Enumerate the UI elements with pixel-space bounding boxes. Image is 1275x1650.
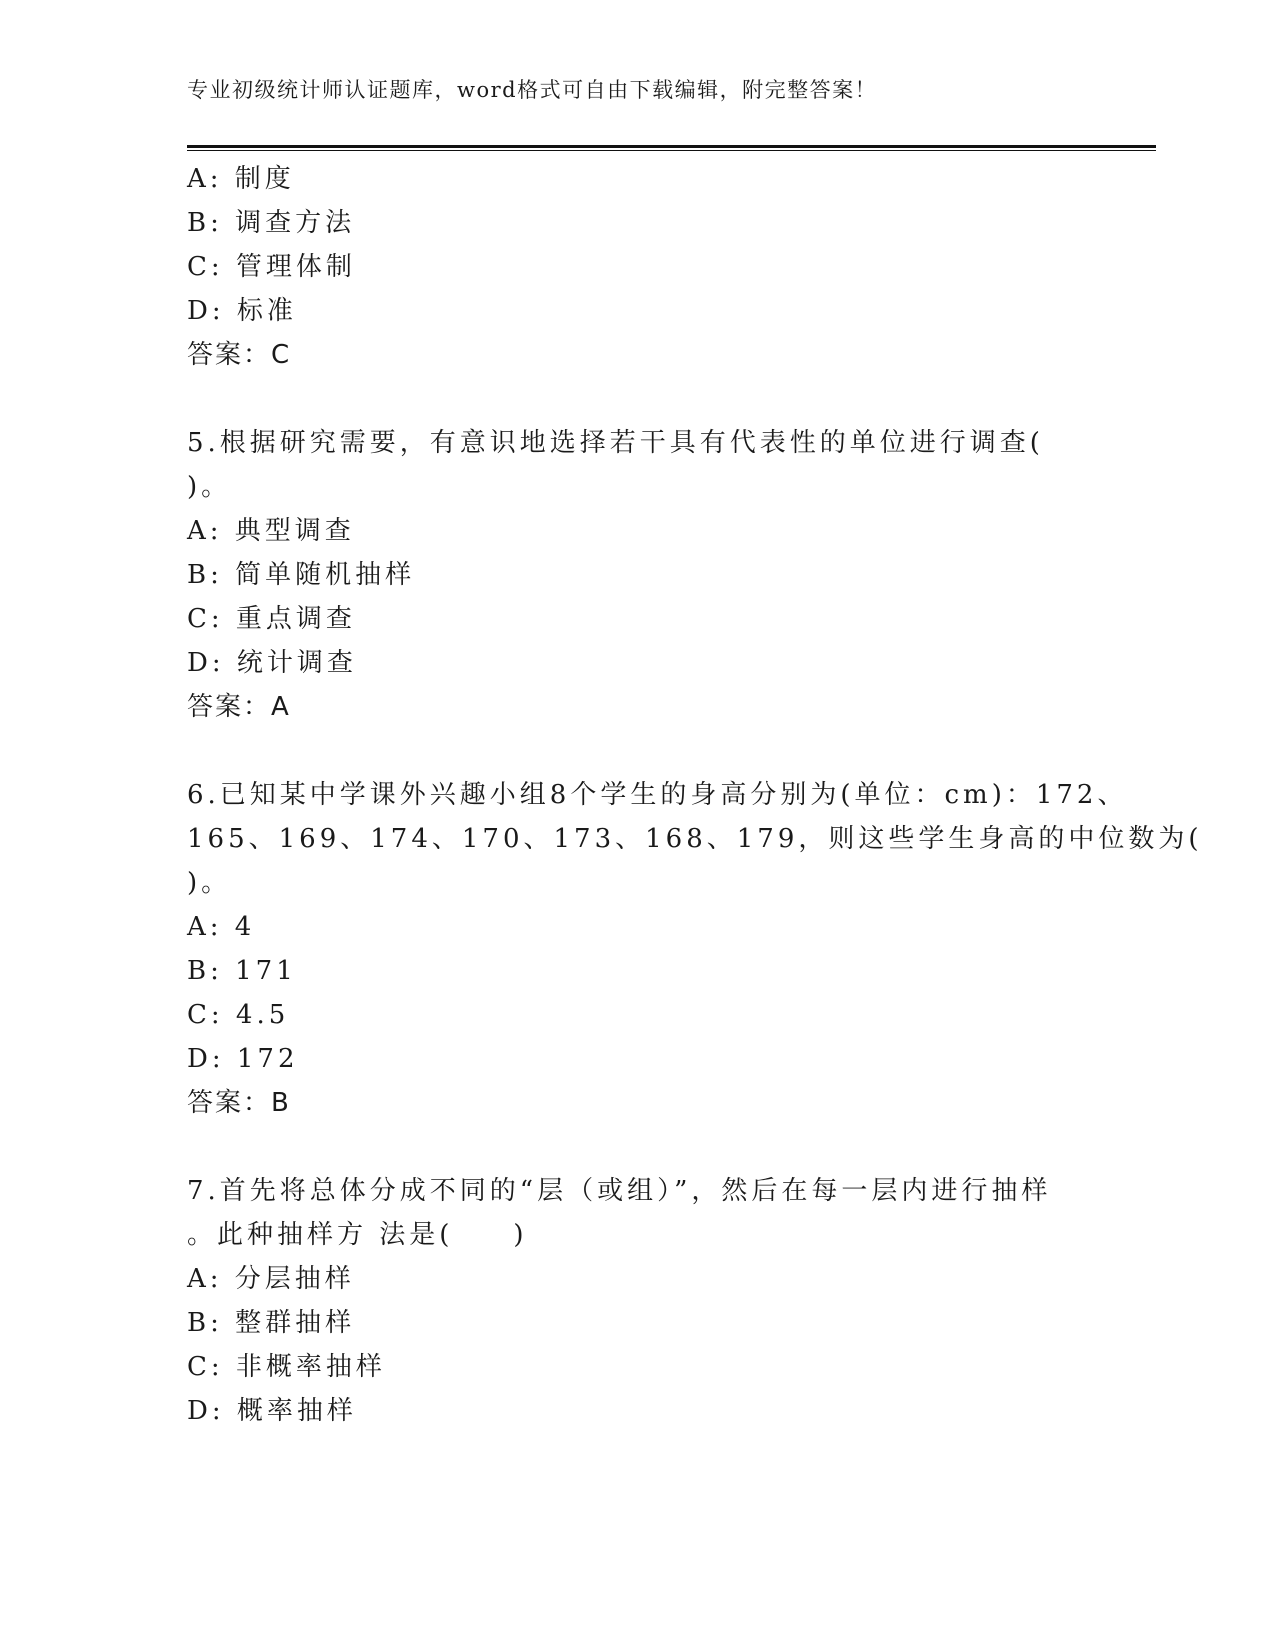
q7-option-c: C: 非概率抽样 bbox=[187, 1352, 386, 1382]
q4-option-c: C: 管理体制 bbox=[187, 252, 356, 282]
q6-question-line2: 165、169、174、170、173、168、179，则这些学生身高的中位数为( bbox=[187, 824, 1203, 854]
q6-answer: 答案：B bbox=[187, 1088, 291, 1118]
q5-question-line1: 5.根据研究需要，有意识地选择若干具有代表性的单位进行调查( bbox=[187, 428, 1044, 458]
q7-option-d: D: 概率抽样 bbox=[187, 1396, 357, 1426]
q6-question-line3: )。 bbox=[187, 868, 232, 898]
q4-option-b: B: 调查方法 bbox=[187, 208, 356, 238]
header-rule-thick bbox=[187, 145, 1156, 148]
q4-answer: 答案：C bbox=[187, 340, 292, 370]
q4-option-a: A: 制度 bbox=[187, 164, 295, 194]
q6-option-c: C: 4.5 bbox=[187, 1000, 290, 1030]
q6-option-a: A: 4 bbox=[187, 912, 256, 942]
q6-option-b: B: 171 bbox=[187, 956, 297, 986]
q7-question-line1: 7.首先将总体分成不同的“层（或组）”，然后在每一层内进行抽样 bbox=[187, 1176, 1052, 1206]
q5-question-line2: )。 bbox=[187, 472, 232, 502]
q4-option-d: D: 标准 bbox=[187, 296, 297, 326]
q5-option-a: A: 典型调查 bbox=[187, 516, 355, 546]
q7-option-a: A: 分层抽样 bbox=[187, 1264, 355, 1294]
q7-option-b: B: 整群抽样 bbox=[187, 1308, 356, 1338]
q6-option-d: D: 172 bbox=[187, 1044, 299, 1074]
q7-question-line2: 。此种抽样方 法是( ) bbox=[187, 1220, 528, 1250]
q5-answer: 答案：A bbox=[187, 692, 291, 722]
header-rule-thin bbox=[187, 150, 1156, 151]
q5-option-c: C: 重点调查 bbox=[187, 604, 356, 634]
q6-question-line1: 6.已知某中学课外兴趣小组8个学生的身高分别为(单位：cm)：172、 bbox=[187, 780, 1128, 810]
page-header: 专业初级统计师认证题库，word格式可自由下载编辑，附完整答案！ bbox=[187, 78, 878, 102]
q5-option-d: D: 统计调查 bbox=[187, 648, 357, 678]
q5-option-b: B: 简单随机抽样 bbox=[187, 560, 416, 590]
